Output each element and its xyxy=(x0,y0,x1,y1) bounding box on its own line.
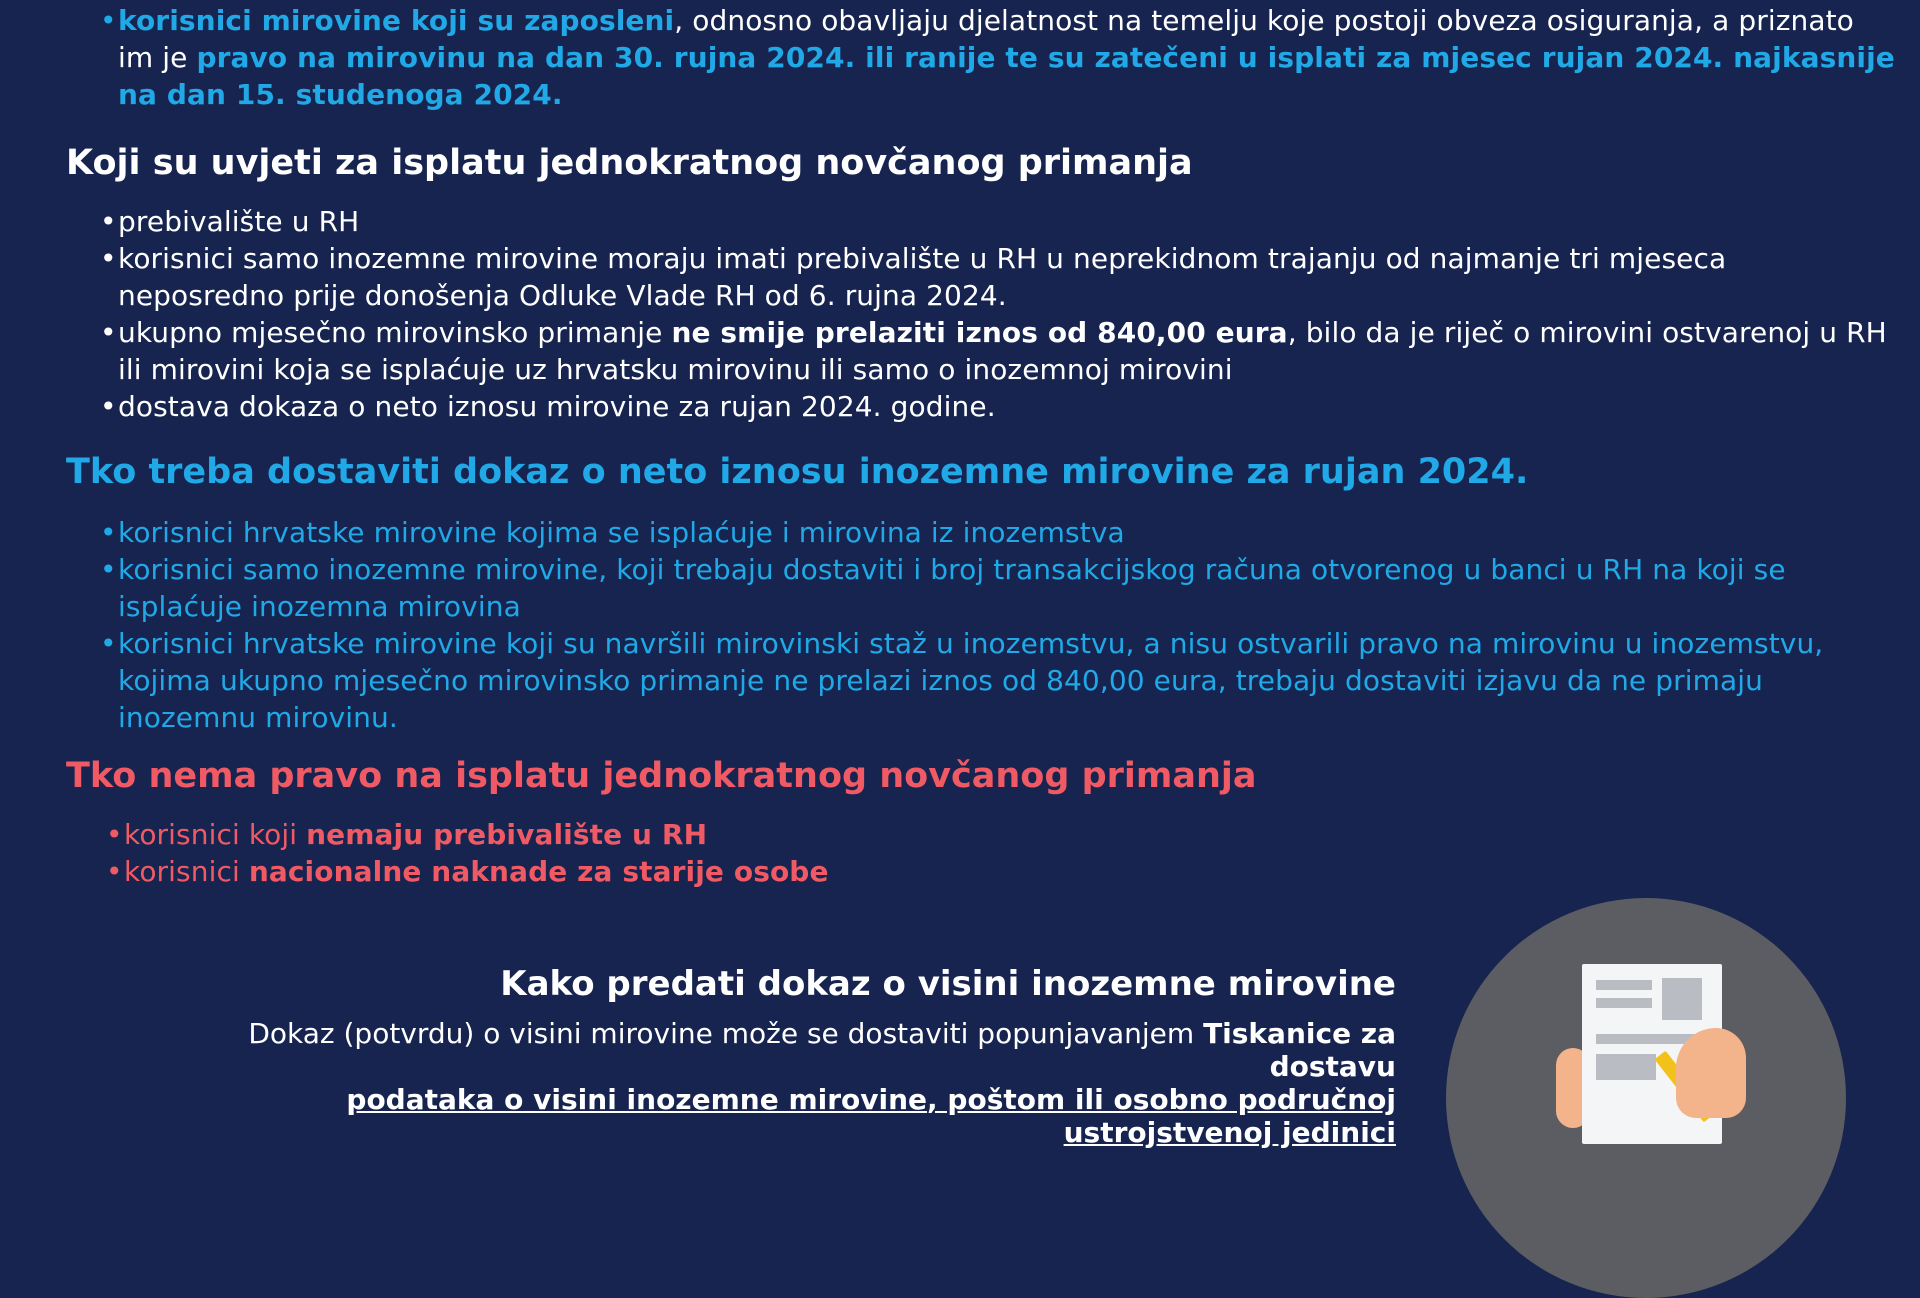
who-submit-heading: Tko treba dostaviti dokaz o neto iznosu inozemne mirovine za rujan 2024. xyxy=(66,452,1529,492)
who-submit-item-text: korisnici hrvatske mirovine koji su navršili mirovinski staž u inozemstvu, a nisu ostvarili pravo na mirovinu u inozemstvu, kojima ukupno mjesečno mirovinsko primanje ne prelazi iznos od 840,00 eura, trebaju dostaviti izjavu da ne primaju inozemnu mirovinu. xyxy=(118,627,1824,734)
condition-proof-text: dostava dokaza o neto iznosu mirovine za rujan 2024. godine. xyxy=(118,390,996,423)
no-right-heading: Tko nema pravo na isplatu jednokratnog novčanog primanja xyxy=(66,756,1257,796)
hand-right-shape xyxy=(1676,1028,1746,1118)
list-item xyxy=(96,203,1896,240)
employed-pensioners-text: , odnosno obavljaju djelatnost na temelju koje postoji obveza osiguranja, a priznato im je xyxy=(118,4,1854,74)
conditions-heading: Koji su uvjeti za isplatu jednokratnog novčanog primanja xyxy=(66,143,1193,183)
how-to-form-name-b: podataka o visini inozemne mirovine xyxy=(346,1083,928,1116)
form-line-shape xyxy=(1596,980,1652,990)
list-item xyxy=(96,551,1896,625)
how-to-form-name-a: Tiskanice za dostavu xyxy=(1203,1017,1396,1083)
no-right-item-bold: nacionalne naknade za starije osobe xyxy=(248,855,829,888)
employed-pensioners-date-bold: pravo na mirovinu na dan 30. rujna 2024. ili ranije te su zatečeni u isplati za mjesec rujan 2024. najkasnije na dan 15. studenoga 2024. xyxy=(118,41,1895,111)
list-item xyxy=(96,625,1896,736)
condition-amount-bold: ne smije prelaziti iznos od 840,00 eura xyxy=(671,316,1288,349)
condition-amount-text-a: ukupno mjesečno mirovinsko primanje xyxy=(118,316,672,349)
how-to-text-b: , poštom ili osobno područnoj ustrojstvenoj jedinici xyxy=(927,1083,1396,1149)
list-item xyxy=(102,816,1302,853)
employed-pensioners-bold: korisnici mirovine koji su zaposleni xyxy=(118,4,675,37)
list-item xyxy=(96,314,1896,388)
form-line-shape xyxy=(1596,998,1652,1008)
who-submit-list xyxy=(96,514,1896,736)
list-item xyxy=(96,2,1896,113)
no-right-item-text: korisnici koji xyxy=(124,818,307,851)
no-right-item-text: korisnici xyxy=(124,855,249,888)
list-item xyxy=(96,240,1896,314)
who-submit-item-text: korisnici hrvatske mirovine kojima se isplaćuje i mirovina iz inozemstva xyxy=(118,516,1125,549)
list-item xyxy=(96,388,1896,425)
how-to-submit-text xyxy=(150,1017,1396,1149)
who-submit-item-text: korisnici samo inozemne mirovine, koji trebaju dostaviti i broj transakcijskog računa otvorenog u banci u RH na koji se isplaćuje inozemna mirovina xyxy=(118,553,1786,623)
employed-pensioners-list xyxy=(96,2,1896,113)
form-line-shape xyxy=(1596,1054,1656,1080)
condition-residence-text: prebivalište u RH xyxy=(118,205,360,238)
list-item xyxy=(102,853,1302,890)
how-to-text-a: Dokaz (potvrdu) o visini mirovine može se dostaviti popunjavanjem xyxy=(248,1017,1204,1050)
conditions-list xyxy=(96,203,1896,425)
condition-amount-text-b: , bilo da je riječ o mirovini ostvarenoj u RH ili mirovini koja se isplaćuje uz hrvatsku mirovinu ili samo o inozemnoj mirovini xyxy=(118,316,1887,386)
no-right-list xyxy=(102,816,1302,890)
how-to-submit-heading: Kako predati dokaz o visini inozemne mirovine xyxy=(500,964,1396,1004)
form-block-shape xyxy=(1662,978,1702,1020)
condition-foreign-residence-text: korisnici samo inozemne mirovine moraju imati prebivalište u RH u neprekidnom trajanju od najmanje tri mjeseca neposredno prije donošenja Odluke Vlade RH od 6. rujna 2024. xyxy=(118,242,1727,312)
document-form-with-pencil-icon xyxy=(1446,898,1846,1298)
list-item xyxy=(96,514,1896,551)
no-right-item-bold: nemaju prebivalište u RH xyxy=(306,818,708,851)
